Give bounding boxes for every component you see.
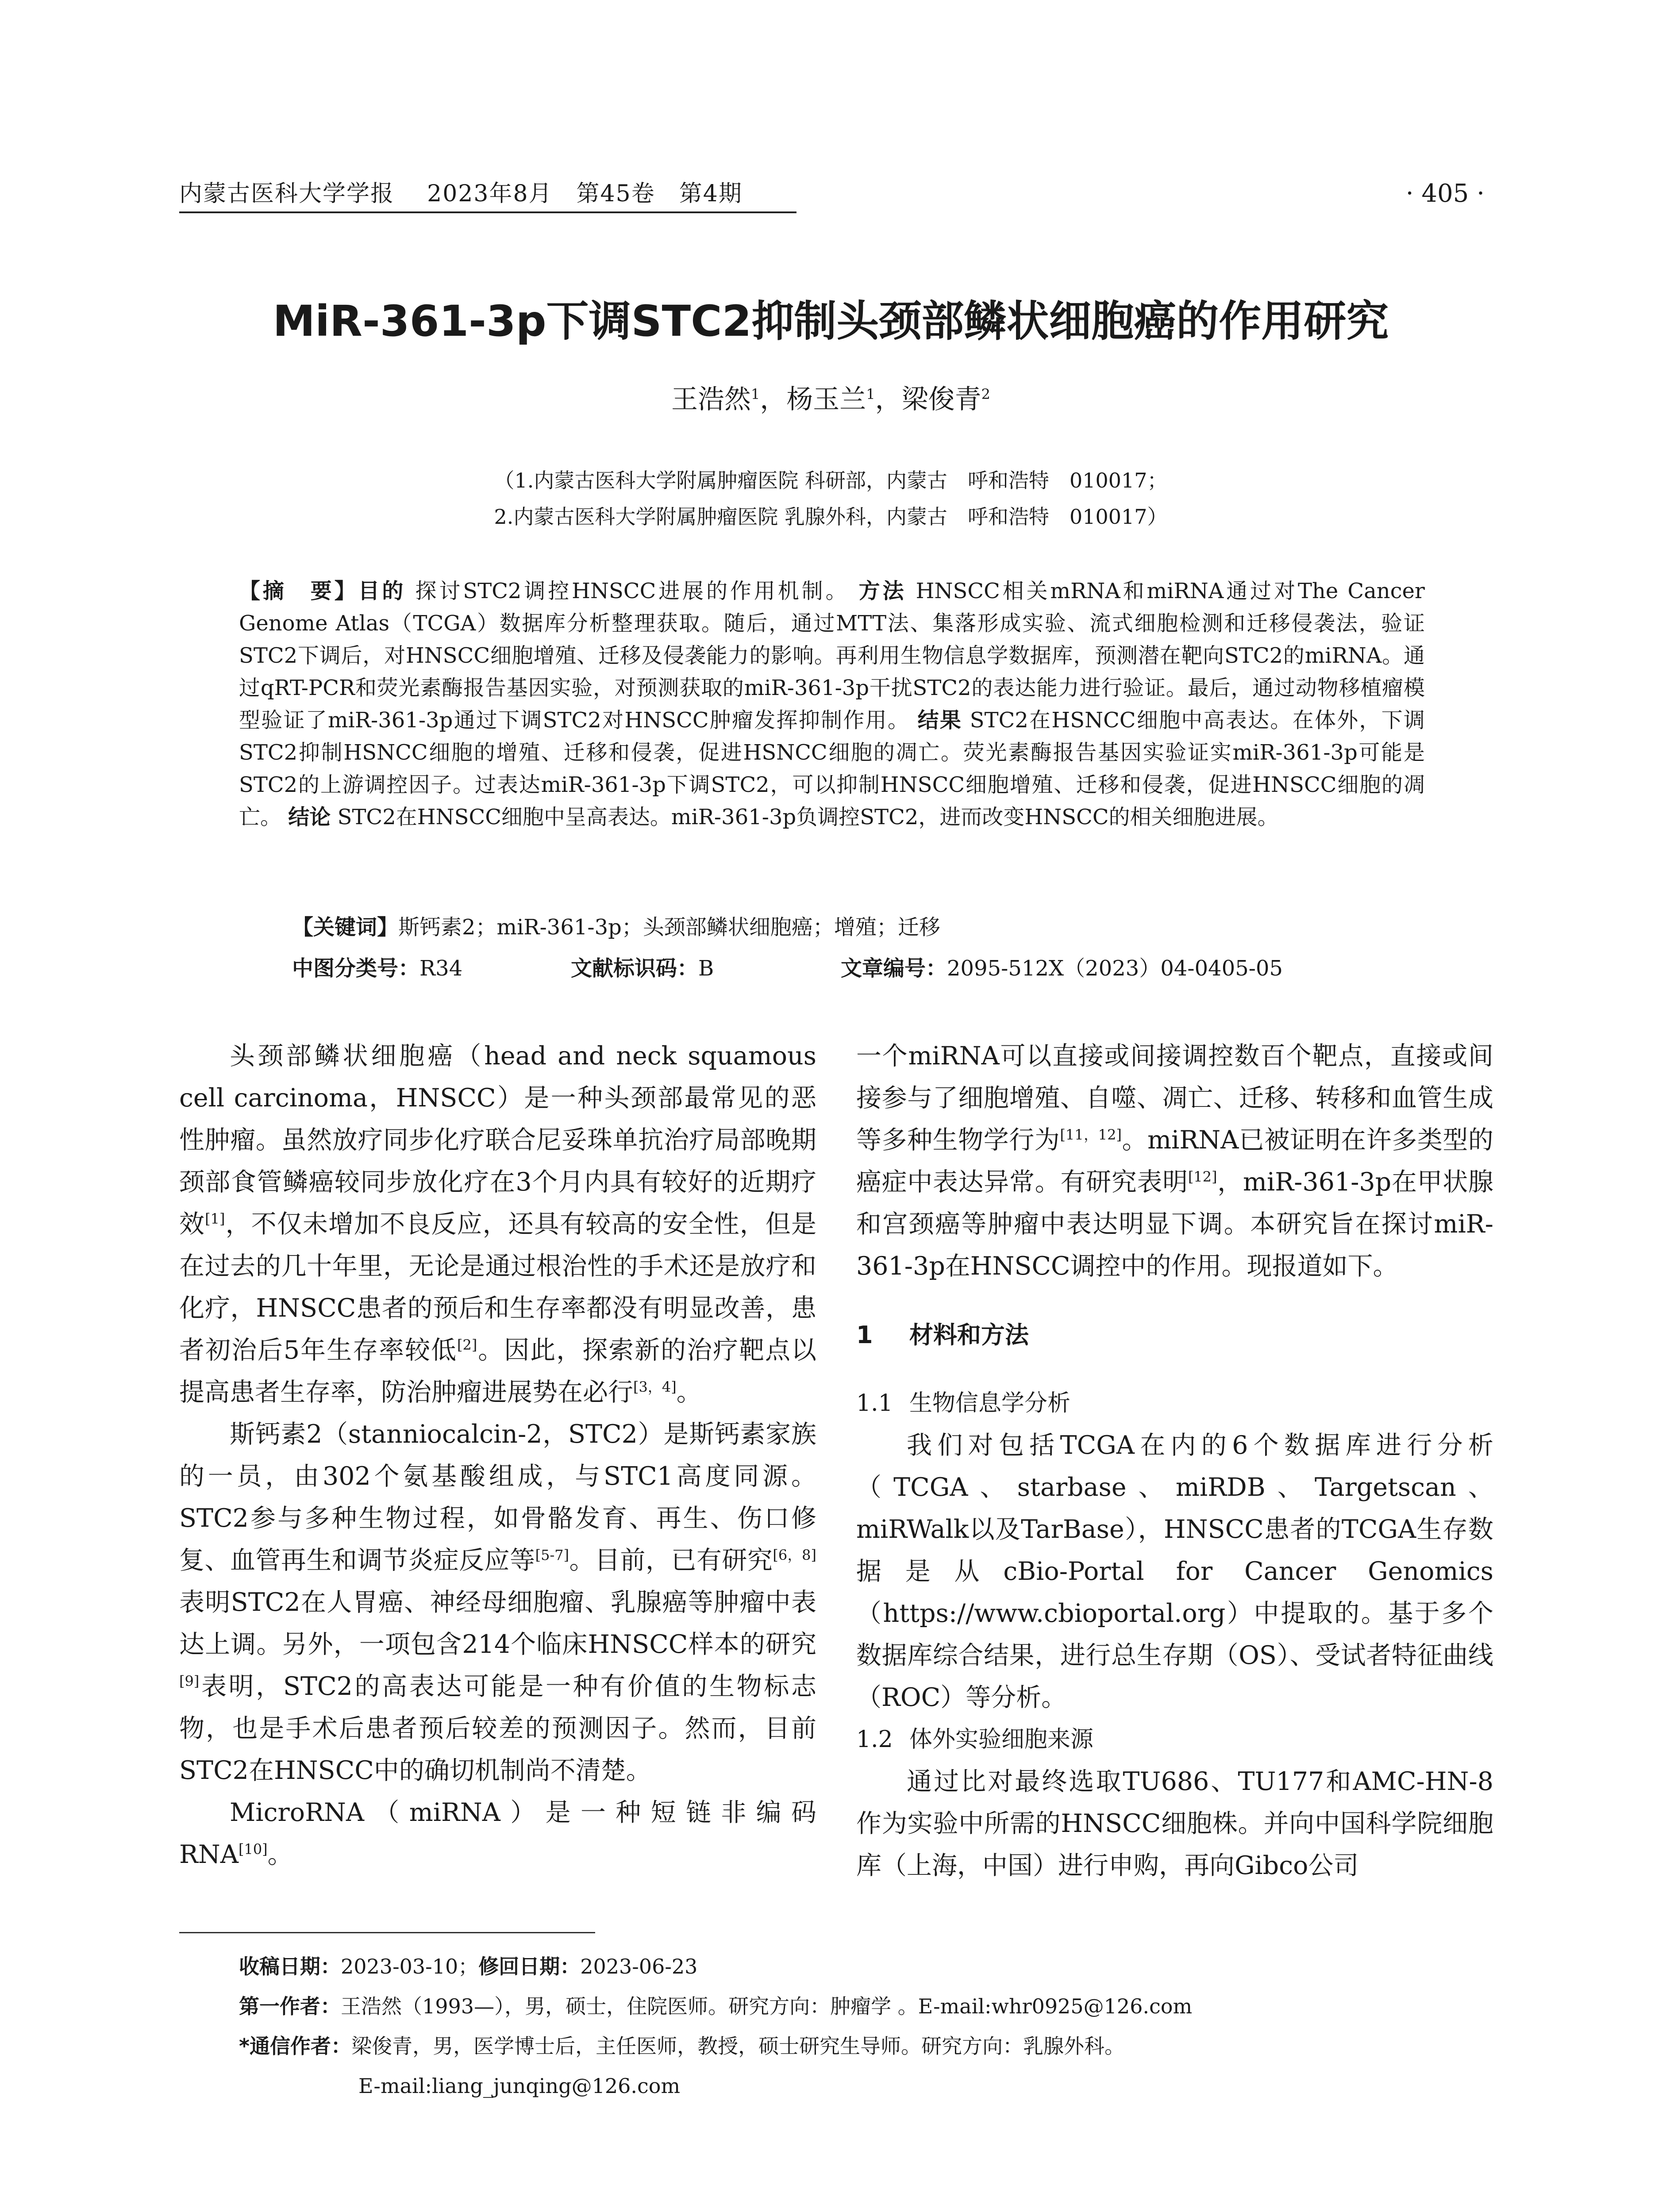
citation: [12] <box>1188 1168 1217 1185</box>
text-run: 。miRNA已被证明在许多类型的癌症中表达异常。有研究表明 <box>856 1125 1493 1197</box>
subsection-number: 1.1 <box>856 1390 893 1417</box>
doc-code-label: 文献标识码： <box>571 956 699 981</box>
text-run: 表明，STC2的高表达可能是一种有价值的生物标志物，也是手术后患者预后较差的预测因子。然而，目前STC2在HNSCC中的确切机制尚不清楚。 <box>179 1672 816 1785</box>
header-rule <box>179 211 796 213</box>
revised-label: 修回日期： <box>478 1955 581 1978</box>
abstract <box>239 575 1425 833</box>
affiliation-line-2: 2.内蒙古医科大学附属肿瘤医院 乳腺外科，内蒙古 呼和浩特 010017） <box>494 505 1168 529</box>
section-number: 1 <box>856 1321 873 1349</box>
objective-text: 探讨STC2调控HNSCC进展的作用机制。 <box>415 579 850 603</box>
corresponding-email: E-mail:liang_junqing@126.com <box>358 2074 681 2098</box>
article-title: MiR-361-3p下调STC2抑制头颈部鳞状细胞癌的作用研究 <box>273 296 1389 346</box>
received-label: 收稿日期： <box>239 1955 341 1978</box>
paragraph: 通过比对最终选取TU686、TU177和AMC-HN-8作为实验中所需的HNSCC细胞株。并向中国科学院细胞库（上海，中国）进行申购，再向Gibco公司 <box>856 1767 1493 1880</box>
citation: [3，4] <box>633 1379 677 1395</box>
footnotes <box>239 1947 1434 2106</box>
citation: [10] <box>238 1841 268 1858</box>
issue-info: 2023年8月 第45卷 第4期 <box>427 180 743 207</box>
paragraph <box>179 1792 816 1876</box>
author-name: 王浩然 <box>671 384 751 415</box>
citation: [9] <box>179 1673 200 1690</box>
subsection-heading <box>856 1382 1493 1425</box>
corresponding-author-line <box>239 2026 1434 2066</box>
author-affiliation-mark: 1 <box>866 386 875 403</box>
objective-label: 目的 <box>358 579 406 603</box>
text-run: 斯钙素2（stanniocalcin-2，STC2）是斯钙素家族的一员，由302个氨基酸组成，与STC1高度同源。STC2参与多种生物过程，如骨骼发育、再生、伤口修复、血管再生和调节炎症反应等 <box>179 1420 816 1575</box>
keywords <box>292 911 1425 944</box>
footnote-rule <box>179 1932 595 1933</box>
corresponding-label: *通信作者： <box>239 2034 352 2058</box>
methods-text: HNSCC相关mRNA和miRNA通过对The Cancer Genome Atlas（TCGA）数据库分析整理获取。随后，通过MTT法、集落形成实验、流式细胞检测和迁移侵袭法，验证STC2下调后，对HNSCC细胞增殖、迁移及侵袭能力的影响。再利用生物信息学数据库，预测潜在靶向STC2的miRNA。通过qRT-PCR和荧光素酶报告基因实验，对预测获取的miR-361-3p干扰STC2的表达能力进行验证。最后，通过动物移植瘤模型验证了miR-361-3p通过下调STC2对HNSCC肿瘤发挥抑制作用。 <box>239 579 1425 733</box>
subsection-heading <box>856 1719 1493 1761</box>
author-affiliation-mark: 1 <box>750 386 760 403</box>
citation: [6，8] <box>773 1547 816 1563</box>
affiliation-line-1: （1.内蒙古医科大学附属肿瘤医院 科研部，内蒙古 呼和浩特 010017； <box>494 469 1168 492</box>
article-number-value: 2095-512X（2023）04-0405-05 <box>947 956 1283 981</box>
conclusion-text: STC2在HNSCC细胞中呈高表达。miR-361-3p负调控STC2，进而改变HNSCC的相关细胞进展。 <box>337 805 1279 830</box>
document-code <box>571 951 714 982</box>
citation: [11，12] <box>1060 1126 1122 1143</box>
text-run: 。目前，已有研究 <box>569 1546 773 1575</box>
text-run: MicroRNA（miRNA）是一种短链非编码RNA <box>179 1798 816 1869</box>
text-run: 。 <box>267 1840 293 1869</box>
first-author-line <box>239 1986 1434 2026</box>
text-run: 表明STC2在人胃癌、神经母细胞瘤、乳腺癌等肿瘤中表达上调。另外，一项包含214个临床HNSCC样本的研究 <box>179 1588 816 1659</box>
revised-date: 2023-06-23 <box>580 1955 698 1978</box>
corresponding-info: 梁俊青，男，医学博士后，主任医师，教授，硕士研究生导师。研究方向：乳腺外科。 <box>351 2034 1125 2058</box>
text-run: ，miR-361-3p在甲状腺和宫颈癌等肿瘤中表达明显下调。本研究旨在探讨miR-361-3p在HNSCC调控中的作用。现报道如下。 <box>856 1167 1494 1281</box>
section-title: 材料和方法 <box>909 1321 1029 1349</box>
paragraph <box>179 1413 816 1792</box>
doc-code-value: B <box>698 956 714 981</box>
abstract-label: 【摘 要】 <box>239 579 358 603</box>
text-run: 一个miRNA可以直接或间接调控数百个靶点，直接或间接参与了细胞增殖、自噬、凋亡、迁移、转移和血管生成等多种生物学行为 <box>856 1041 1493 1155</box>
article-number <box>841 951 1283 982</box>
clc-value: R34 <box>419 956 463 981</box>
conclusion-label: 结论 <box>288 805 331 830</box>
clc-label: 中图分类号： <box>292 956 420 981</box>
clc-number <box>292 951 462 982</box>
author-name: 梁俊青 <box>901 384 981 415</box>
running-header <box>179 175 1482 208</box>
results-label: 结果 <box>917 708 962 733</box>
paragraph <box>179 1035 816 1413</box>
citation: [5-7] <box>535 1547 569 1563</box>
text-run: 头颈部鳞状细胞癌（head and neck squamous cell carcinoma，HNSCC）是一种头颈部最常见的恶性肿瘤。虽然放疗同步化疗联合尼妥珠单抗治疗局部晚期颈部食管鳞癌较同步放化疗在3个月内具有较好的近期疗效 <box>179 1041 816 1239</box>
page-number: · 405 · <box>1405 179 1485 208</box>
first-author-info: 王浩然（1993—），男，硕士，住院医师。研究方向：肿瘤学 。E-mail:whr0925@126.com <box>341 1994 1193 2018</box>
body-left-column <box>179 1035 816 1876</box>
text-run: ，不仅未增加不良反应，还具有较高的安全性，但是在过去的几十年里，无论是通过根治性的手术还是放疗和化疗，HNSCC患者的预后和生存率都没有明显改善，患者初治后5年生存率较低 <box>179 1210 817 1365</box>
author-list <box>179 378 1482 416</box>
received-date: 2023-03-10； <box>341 1955 479 1978</box>
subsection-title: 生物信息学分析 <box>909 1390 1071 1417</box>
journal-name: 内蒙古医科大学学报 <box>179 180 395 207</box>
keywords-text: 斯钙素2；miR-361-3p；头颈部鳞状细胞癌；增殖；迁移 <box>398 915 940 940</box>
methods-label: 方法 <box>858 579 907 603</box>
subsection-number: 1.2 <box>856 1726 893 1753</box>
citation: [1] <box>205 1210 225 1227</box>
author-affiliation-mark: 2 <box>981 386 991 403</box>
citation: [2] <box>457 1336 477 1353</box>
article-number-label: 文章编号： <box>841 956 947 981</box>
dates-line <box>239 1947 1434 1986</box>
first-author-label: 第一作者： <box>239 1994 341 2018</box>
results-text: STC2在HSNCC细胞中高表达。在体外，下调STC2抑制HSNCC细胞的增殖、迁移和侵袭，促进HSNCC细胞的凋亡。荧光素酶报告基因实验证实miR-361-3p可能是STC2的上游调控因子。过表达miR-361-3p下调STC2，可以抑制HNSCC细胞增殖、迁移和侵袭，促进HNSCC细胞的凋亡。 <box>239 708 1425 830</box>
author-separator: ， <box>875 384 902 415</box>
text-run: 。 <box>676 1378 702 1407</box>
section-heading <box>856 1314 1493 1356</box>
author-name: 杨玉兰 <box>786 384 866 415</box>
author-separator: ， <box>760 384 787 415</box>
keywords-label: 【关键词】 <box>292 915 399 940</box>
body-right-column <box>856 1035 1493 1887</box>
paragraph: 我们对包括TCGA在内的6个数据库进行分析（TCGA、starbase、miRDB、Targetscan、miRWalk以及TarBase），HNSCC患者的TCGA生存数据是从cBio-Portal for Cancer Genomics（https://www.cbioportal.org）中提取的。基于多个数据库综合结果，进行总生存期（OS）、受试者特征曲线（ROC）等分析。 <box>856 1431 1493 1712</box>
paragraph <box>856 1035 1493 1287</box>
subsection-title: 体外实验细胞来源 <box>909 1726 1094 1753</box>
text-run: 。因此，探索新的治疗靶点以提高患者生存率，防治肿瘤进展势在必行 <box>179 1336 817 1407</box>
